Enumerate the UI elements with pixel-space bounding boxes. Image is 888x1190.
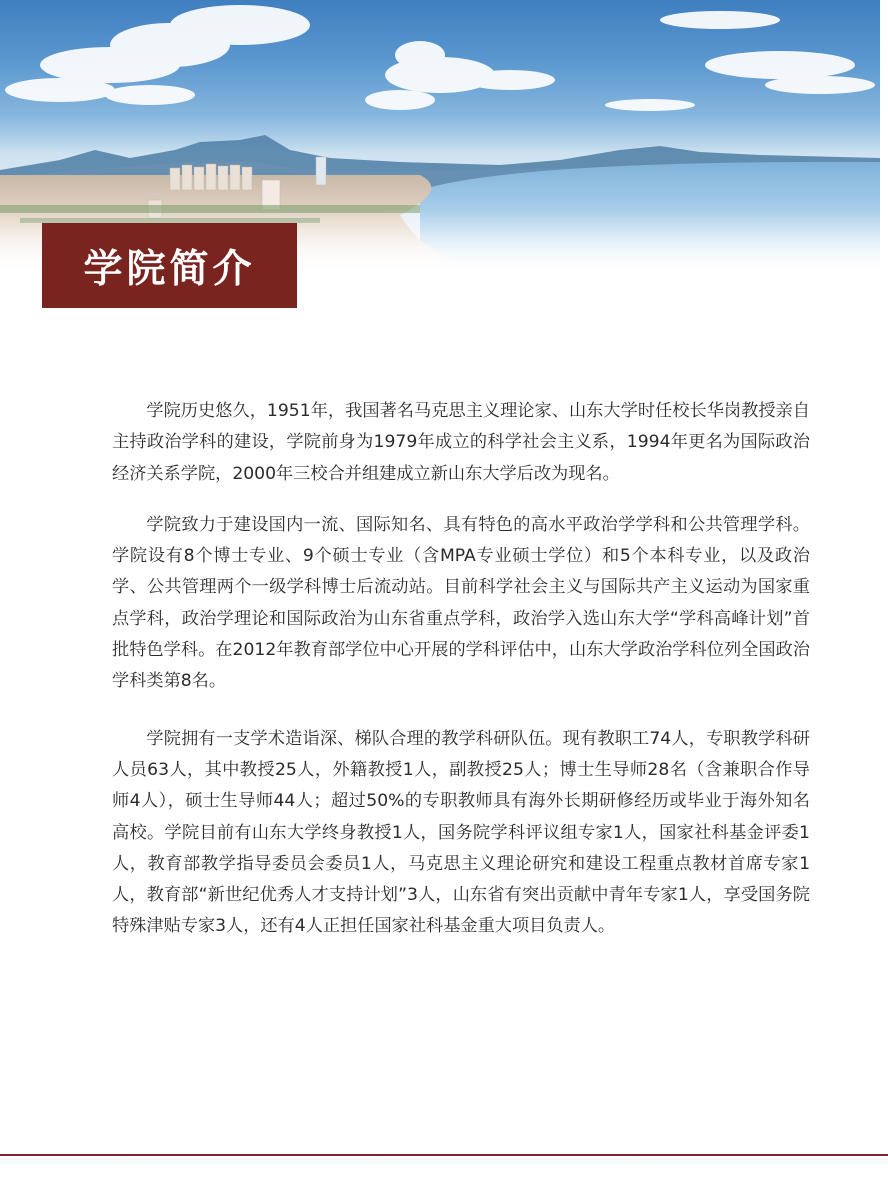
paragraph-faculty: 学院拥有一支学术造诣深、梯队合理的教学科研队伍。现有教职工74人，专职教学科研人员63人，其中教授25人，外籍教授1人，副教授25人；博士生导师28名（含兼职合作导师4人），硕士生导师44人；超过50%的专职教师具有海外长期研修经历或毕业于海外知名高校。学院目前有山东大学终身教授1人，国务院学科评议组专家1人，国家社科基金评委1人，教育部教学指导委员会委员1人，马克思主义理论研究和建设工程重点教材首席专家1人，教育部“新世纪优秀人才支持计划”3人，山东省有突出贡献中青年专家1人，享受国务院特殊津贴专家3人，还有4人正担任国家社科基金重大项目负责人。: [112, 728, 810, 937]
introduction-body: [112, 396, 810, 943]
footer-divider: [0, 1154, 888, 1156]
paragraph-disciplines: 学院致力于建设国内一流、国际知名、具有特色的高水平政治学学科和公共管理学科。学院设有8个博士专业、9个硕士专业（含MPA专业硕士学位）和5个本科专业，以及政治学、公共管理两个一级学科博士后流动站。目前科学社会主义与国际共产主义运动为国家重点学科，政治学理论和国际政治为山东省重点学科，政治学入选山东大学“学科高峰计划”首批特色学科。在2012年教育部学位中心开展的学科评估中，山东大学政治学科位列全国政治学科类第8名。: [112, 514, 810, 692]
section-title-box: [42, 223, 297, 308]
section-title: 学院简介: [83, 246, 256, 292]
paragraph-history: 学院历史悠久，1951年，我国著名马克思主义理论家、山东大学时任校长华岗教授亲自主持政治学科的建设，学院前身为1979年成立的科学社会主义系，1994年更名为国际政治经济关系学院，2000年三校合并组建成立新山东大学后改为现名。: [112, 401, 810, 484]
footer-divider-shadow: [0, 1158, 888, 1166]
